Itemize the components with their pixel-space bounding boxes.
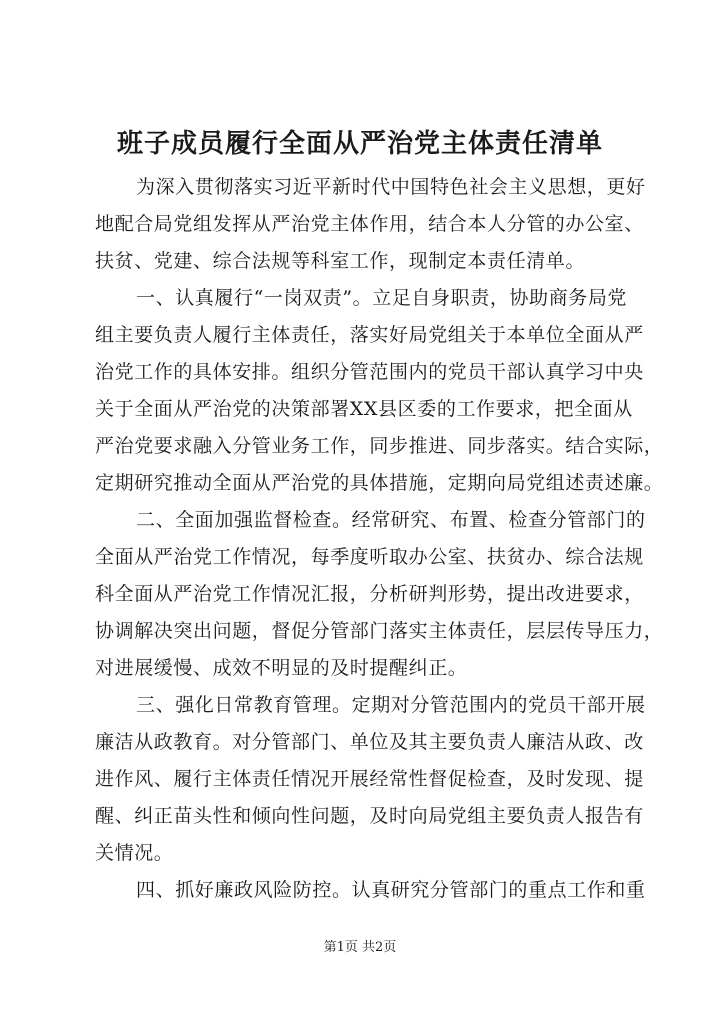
text-line: 地配合局党组发挥从严治党主体作用，结合本人分管的办公室、 — [95, 213, 644, 235]
text-line: 对进展缓慢、成效不明显的及时提醒纠正。 — [95, 657, 468, 679]
text-line: 关于全面从严治党的决策部署XX县区委的工作要求，把全面从 — [95, 398, 633, 420]
text-line: 扶贫、党建、综合法规等科室工作，现制定本责任清单。 — [95, 250, 586, 272]
text-line: 廉洁从政教育。对分管部门、单位及其主要负责人廉洁从政、改 — [95, 731, 644, 753]
page-number-footer: 第1页 共2页 — [323, 940, 397, 955]
text-line: 进作风、履行主体责任情况开展经常性督促检查，及时发现、提 — [95, 768, 644, 790]
text-line: 醒、纠正苗头性和倾向性问题，及时向局党组主要负责人报告有 — [95, 805, 644, 827]
text-line: 科全面从严治党工作情况汇报，分析研判形势，提出改进要求， — [95, 583, 644, 605]
text-line: 组主要负责人履行主体责任，落实好局党组关于本单位全面从严 — [95, 324, 644, 346]
text-line: 治党工作的具体安排。组织分管范围内的党员干部认真学习中央 — [95, 361, 644, 383]
text-line: 严治党要求融入分管业务工作，同步推进、同步落实。结合实际， — [95, 435, 664, 457]
text-line: 三、强化日常教育管理。定期对分管范围内的党员干部开展 — [136, 694, 646, 716]
text-line: 定期研究推动全面从严治党的具体措施，定期向局党组述责述廉。 — [95, 472, 664, 494]
text-line: 为深入贯彻落实习近平新时代中国特色社会主义思想，更好 — [136, 176, 646, 198]
text-line: 四、抓好廉政风险防控。认真研究分管部门的重点工作和重 — [136, 879, 646, 901]
text-line: 关情况。 — [95, 842, 174, 864]
text-line: 全面从严治党工作情况，每季度听取办公室、扶贫办、综合法规 — [95, 546, 644, 568]
document-title: 班子成员履行全面从严治党主体责任清单 — [116, 129, 603, 159]
text-line: 协调解决突出问题，督促分管部门落实主体责任，层层传导压力， — [95, 620, 664, 642]
text-line: 一、认真履行“一岗双责”。立足自身职责，协助商务局党 — [136, 287, 628, 309]
text-line: 二、全面加强监督检查。经常研究、布置、检查分管部门的 — [136, 509, 646, 531]
